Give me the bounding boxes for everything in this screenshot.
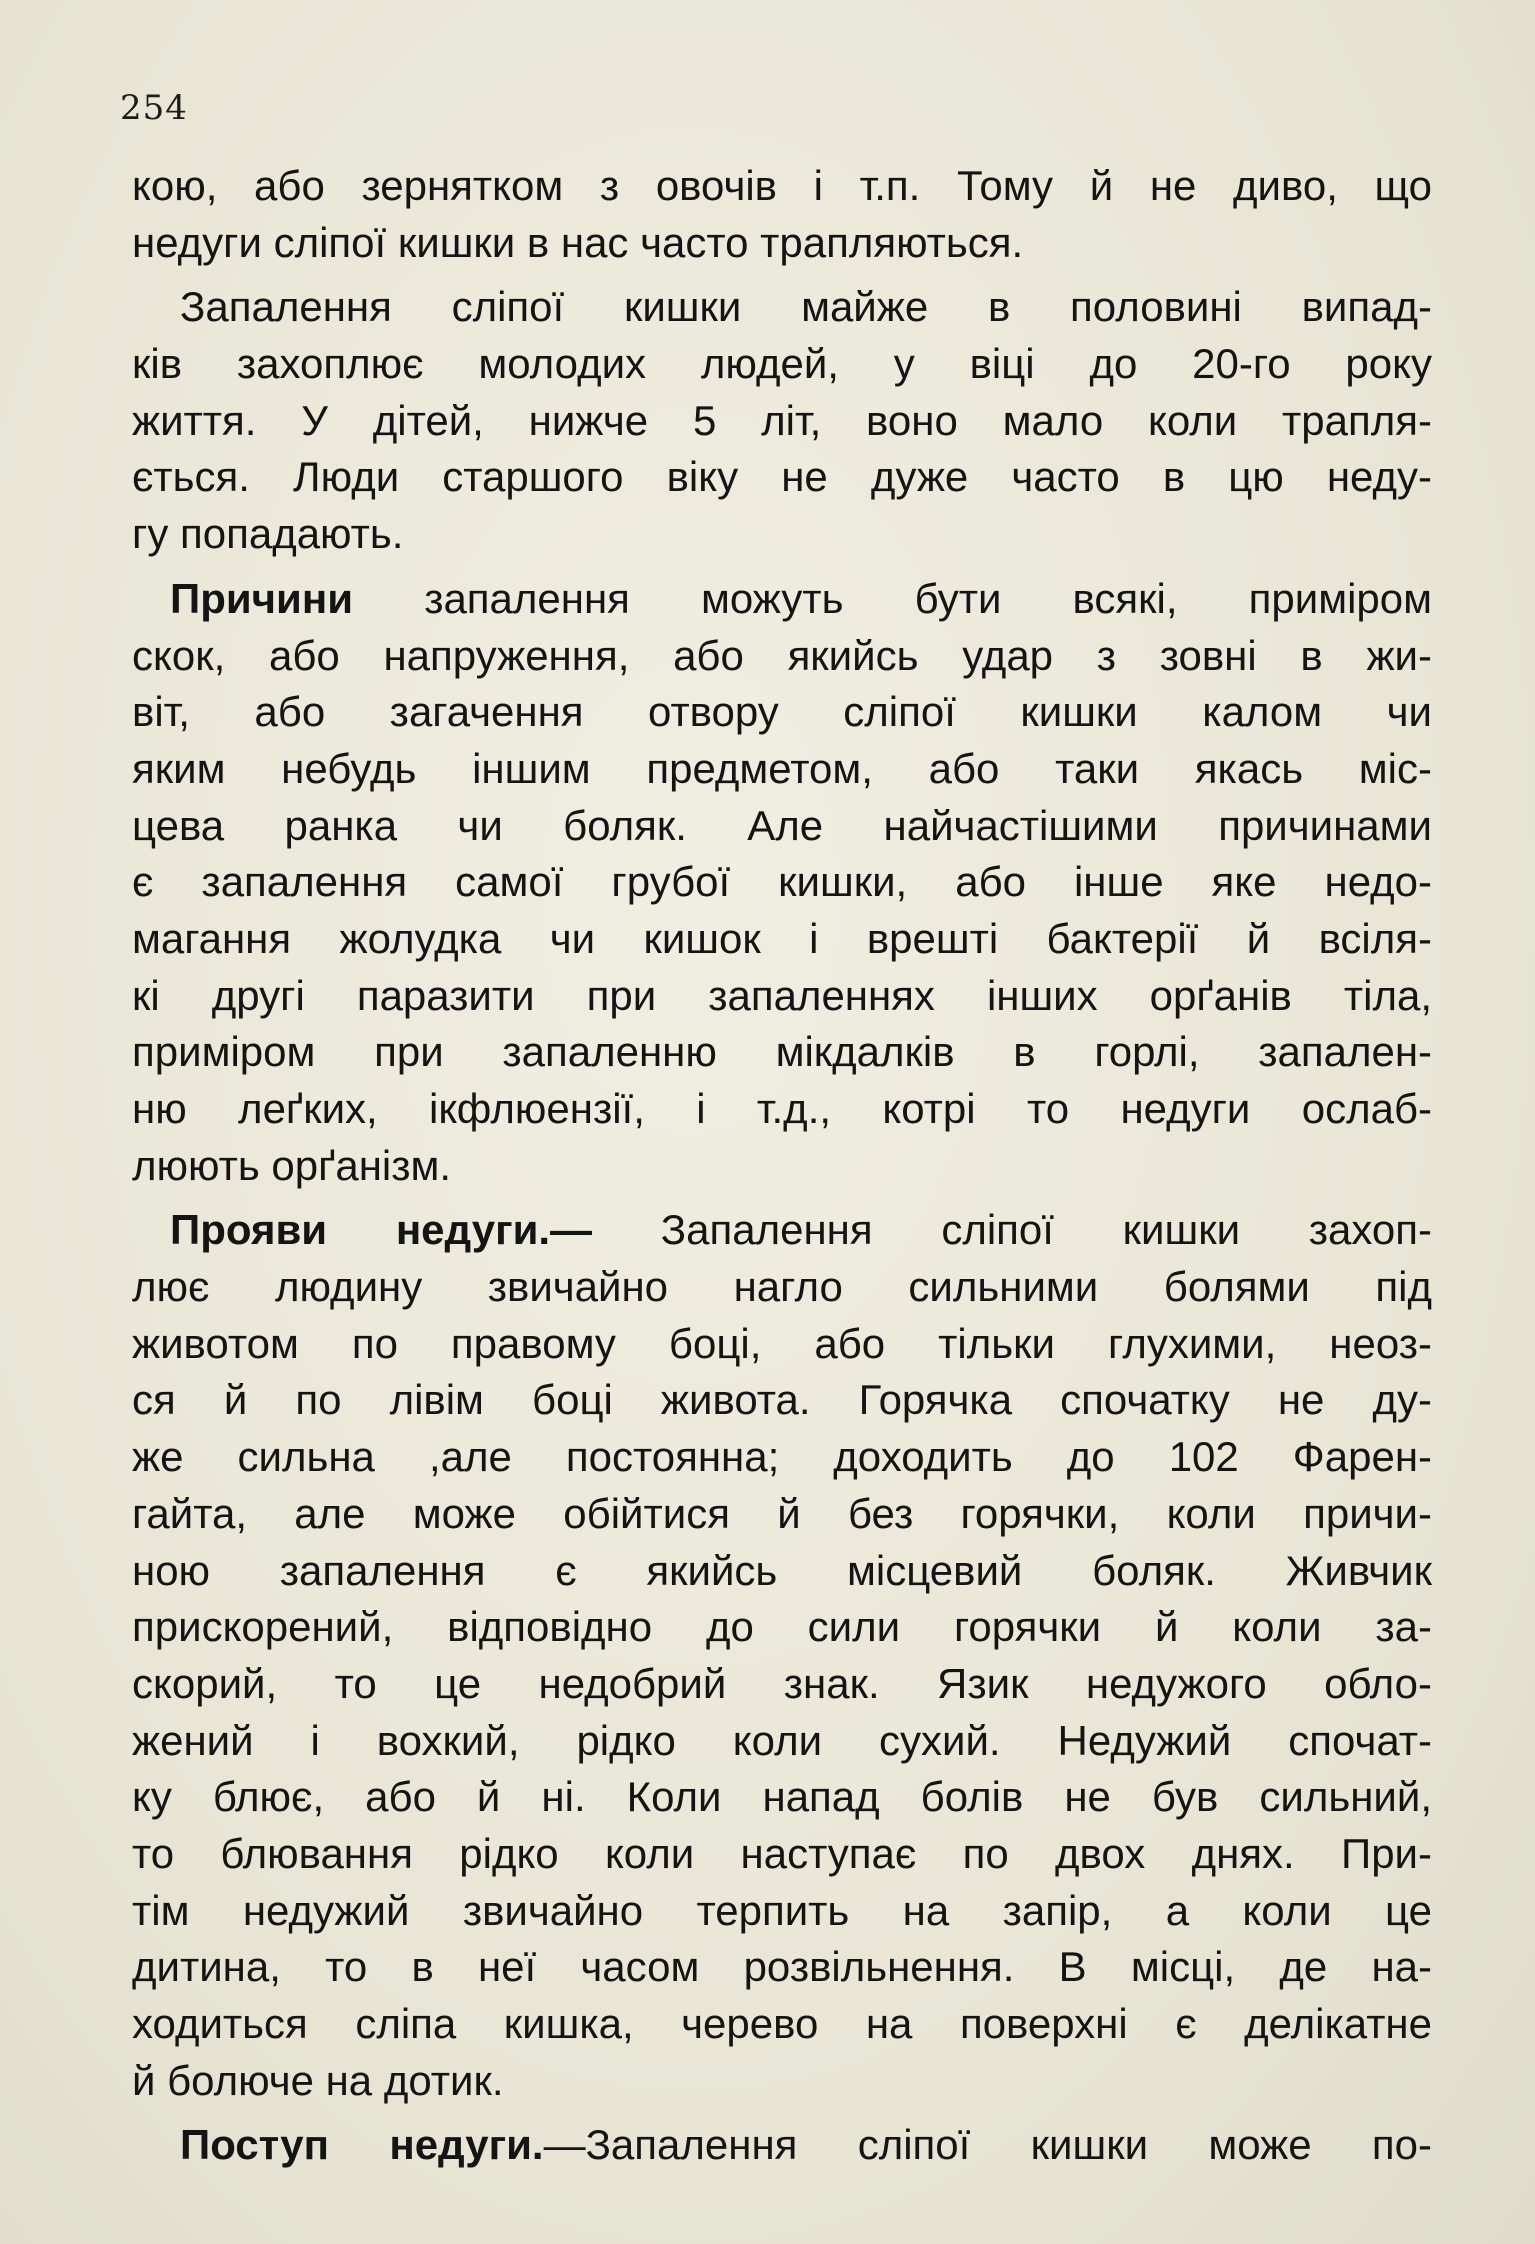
section-heading: Причини (170, 574, 354, 622)
text-line: скорий, то це недобрий знак. Язик недужого обло- (132, 1659, 1432, 1707)
text-line: кою, або зернятком з овочів і т.п. Тому й не диво, що (132, 162, 1432, 209)
text-line-rest: —Запалення сліпої кишки може по- (543, 2121, 1432, 2169)
text-line: є запалення самої грубої кишки, або інше яке недо- (132, 858, 1432, 906)
text-line-rest: запалення можуть бути всякі, приміром (353, 574, 1432, 622)
body-text (132, 158, 1432, 2174)
text-line: прискорений, відповідно до сили горячки й коли за- (132, 1603, 1432, 1651)
text-line: ку блює, або й ні. Коли напад болів не був сильний, (132, 1773, 1432, 1821)
text-line: лює людину звичайно нагло сильними болями під (132, 1263, 1432, 1311)
text-line (132, 2117, 1432, 2174)
text-line: магання жолудка чи кишок і врешті бактерії й всіля- (132, 914, 1432, 962)
text-line (132, 571, 1432, 628)
text-line: гу попадають. (132, 510, 404, 558)
text-line: Запалення сліпої кишки майже в половині випад- (180, 283, 1432, 331)
text-line: животом по правому боці, або тільки глухими, неоз- (132, 1319, 1432, 1367)
text-line: цева ранка чи боляк. Але найчастішими причинами (132, 801, 1432, 849)
text-line: гайта, але може обійтися й без горячки, коли причи- (132, 1489, 1432, 1537)
text-line: ється. Люди старшого віку не дуже часто в цю неду- (132, 453, 1432, 501)
text-line: ків захоплює молодих людей, у віці до 20-го року (132, 340, 1432, 388)
text-line: життя. У дітей, нижче 5 літ, воно мало коли трапля- (132, 396, 1432, 444)
text-line: люють орґанізм. (132, 1141, 452, 1189)
text-line: то блювання рідко коли наступає по двох днях. При- (132, 1829, 1432, 1877)
text-line: ходиться сліпа кишка, черево на поверхні є делікатне (132, 2000, 1432, 2047)
text-line: тім недужий звичайно терпить на запір, а коли це (132, 1886, 1432, 1934)
text-line: дитина, то в неї часом розвільнення. В місці, де на- (132, 1943, 1432, 1991)
text-line: жений і вохкий, рідко коли сухий. Недужий спочат- (132, 1716, 1432, 1764)
text-line: й болюче на дотик. (132, 2056, 504, 2104)
text-line: ню леґких, ікфлюензії, і т.д., котрі то недуги ослаб- (132, 1085, 1432, 1132)
text-line: недуги сліпої кишки в нас часто трапляються. (132, 218, 1024, 266)
section-heading: Прояви недуги.— (170, 1206, 593, 1254)
text-line: яким небудь іншим предметом, або таки якась міс- (132, 744, 1432, 792)
page-number: 254 (120, 88, 188, 128)
text-line (132, 1202, 1432, 1259)
text-line: кі другі паразити при запаленнях інших орґанів тіла, (132, 971, 1432, 1019)
text-line: же сильна ,але постоянна; доходить до 102 Фарен- (132, 1433, 1432, 1481)
text-line-rest: Запалення сліпої кишки захоп- (592, 1206, 1432, 1254)
text-line: ною запалення є якийсь місцевий боляк. Живчик (132, 1546, 1432, 1594)
text-line: віт, або загачення отвору сліпої кишки калом чи (132, 688, 1432, 736)
text-line: ся й по лівім боці живота. Горячка спочатку не ду- (132, 1376, 1432, 1424)
section-heading: Поступ недуги. (180, 2121, 544, 2169)
text-line: приміром при запаленню мікдалків в горлі, запален- (132, 1028, 1432, 1076)
text-line: скок, або напруження, або якийсь удар з зовні в жи- (132, 631, 1432, 679)
